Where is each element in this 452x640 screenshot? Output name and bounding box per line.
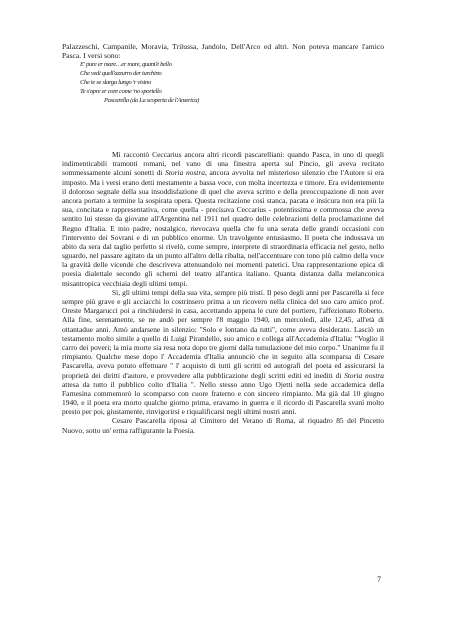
title-storia-nostra: Storia nostra [344, 370, 384, 380]
paragraph-3: Cesare Pascarella riposa al Cimitero del Verano di Roma, al riquadro 85 del Pincetto Nuovo, sotto un' erma raffigurante la Poesia. [62, 416, 384, 435]
paragraph-1 [62, 150, 384, 288]
paragraph-1-text-a: Mi raccontò Ceccarius ancora altri ricordi pascarelliani: quando Pasca, in uno di quegli indimenticabili tramonti romani, nel vano di una finestra aperta sul Pincio, gli aveva recitato sommessamente alcuni sonetti di [62, 150, 384, 178]
verse-line-3: Che te se slarga lungo 'r visino [80, 79, 151, 87]
paragraph-2-text-b: attesa da tutto il pubblico colto d'Italia ". Nello stesso anno Ugo Ojetti nella sede accademica della Farnesina commemorò lo scomparso con cuore fraterno e con sincero rimpianto. Ma già dal 10 giugno 1940, e il poeta era morto qualche giorno prima, eravamo in guerra e il ricordo di Pascarella svanì molto presto per poi, giustamente, rinvigorirsi e riqualificarsi negli ultimi nostri anni. [62, 379, 384, 417]
verse-line-2: Che vedi quell'azzurro der turchino [80, 70, 162, 78]
verse-attribution: Pascarella (da La scoperta de l'America) [104, 97, 200, 105]
title-storia-nostra: Storia nostra [165, 168, 205, 178]
verse-quote [74, 60, 274, 105]
intro-paragraph: Palazzeschi, Campanile, Moravia, Trilussa, Jandolo, Dell'Arco ed altri. Non poteva mancare l'amico Pasca. I versi sono: [62, 42, 384, 61]
verse-line-4: Te s'apre er core come 'no sportello [80, 88, 162, 96]
verse-line-1: E' pure er mare…er mare, quant'è bello [80, 61, 172, 68]
paragraph-2-text-a: Sì, gli ultimi tempi della sua vita, sempre più tristi. Il peso degli anni per Pascarella si fece sempre più grave e gli acciacchi lo costrinsero prima a un ricovero nella clinica del suo caro amico prof. Oreste Margarucci poi a rinchiudersi in casa, accettando appena le cure del portiere, l'affezionato Roberto. Alla fine, serenamente, se ne andò per sempre l'8 maggio 1940, un mercoledì, alle 12,45, all'età di ottantadue anni. Amò andarsene in silenzio: "Solo e lontano da tutti", come aveva desiderato. Lasciò un testamento molto simile a quello di Luigi Pirandello, suo amico e collega all'Accademia d'Italia: "Voglio il carro dei poveri; la mia morte sia resa nota dopo tre giorni dalla tumulazione del mio corpo." Unanime fu il rimpianto. Qualche mese dopo l' Accademia d'Italia annunciò che in seguito alla scomparsa di Cesare Pascarella, aveva potuto effettuare " l' acquisto di tutti gli scritti ed autografi del poeta ed assicurarsi la proprietà dei diritti d'autore, e provvedere alla pubblicazione degli scritti editi ed inediti di [62, 287, 384, 380]
paragraph-1-text-b: , ancora avvolta nel misterioso silenzio che l'Autore si era imposto. Ma i versi erano detti mestamente a bassa voce, con molta incertezza e timore. Era evidentemente il doloroso segnale della sua insoddisfazione di quel che aveva scritto e della preoccupazione di non aver ancora portato a termine la sospirata opera. Questa recitazione così stanca, pacata e insicura non era più la sua, concitata e rappresentativa, come quella - precisava Ceccarius - potentissima e commossa che aveva sentito lui stesso da giovane all'Argentina nel 1911 nel quadro delle celebrazioni della proclamazione del Regno d'Italia. E mio padre, nostalgico, rievocava quella che fu una serata delle grandi occasioni con l'intervento dei Sovrani e di un pubblico enorme. Un travolgente entusiasmo. Il poeta che indossava un abito da sera dal taglio perfetto si rivelò, come sempre, interprete di straordinaria efficacia nel gesto, nello sguardo, nel passare agitato da un punto all'altro della ribalta, nell'accentuare con tono più calmo della voce la gravità delle vicende che descriveva attenuandolo nei momenti patetici. Una rappresentazione epica di poesia dialettale secondo gli schemi del teatro all'antica italiano. Quanta distanza dalla melanconica misantropica vecchiaia degli ultimi tempi. [62, 168, 384, 288]
page-number: 7 [377, 575, 381, 584]
paragraph-2 [62, 288, 384, 417]
body-text [62, 150, 384, 435]
